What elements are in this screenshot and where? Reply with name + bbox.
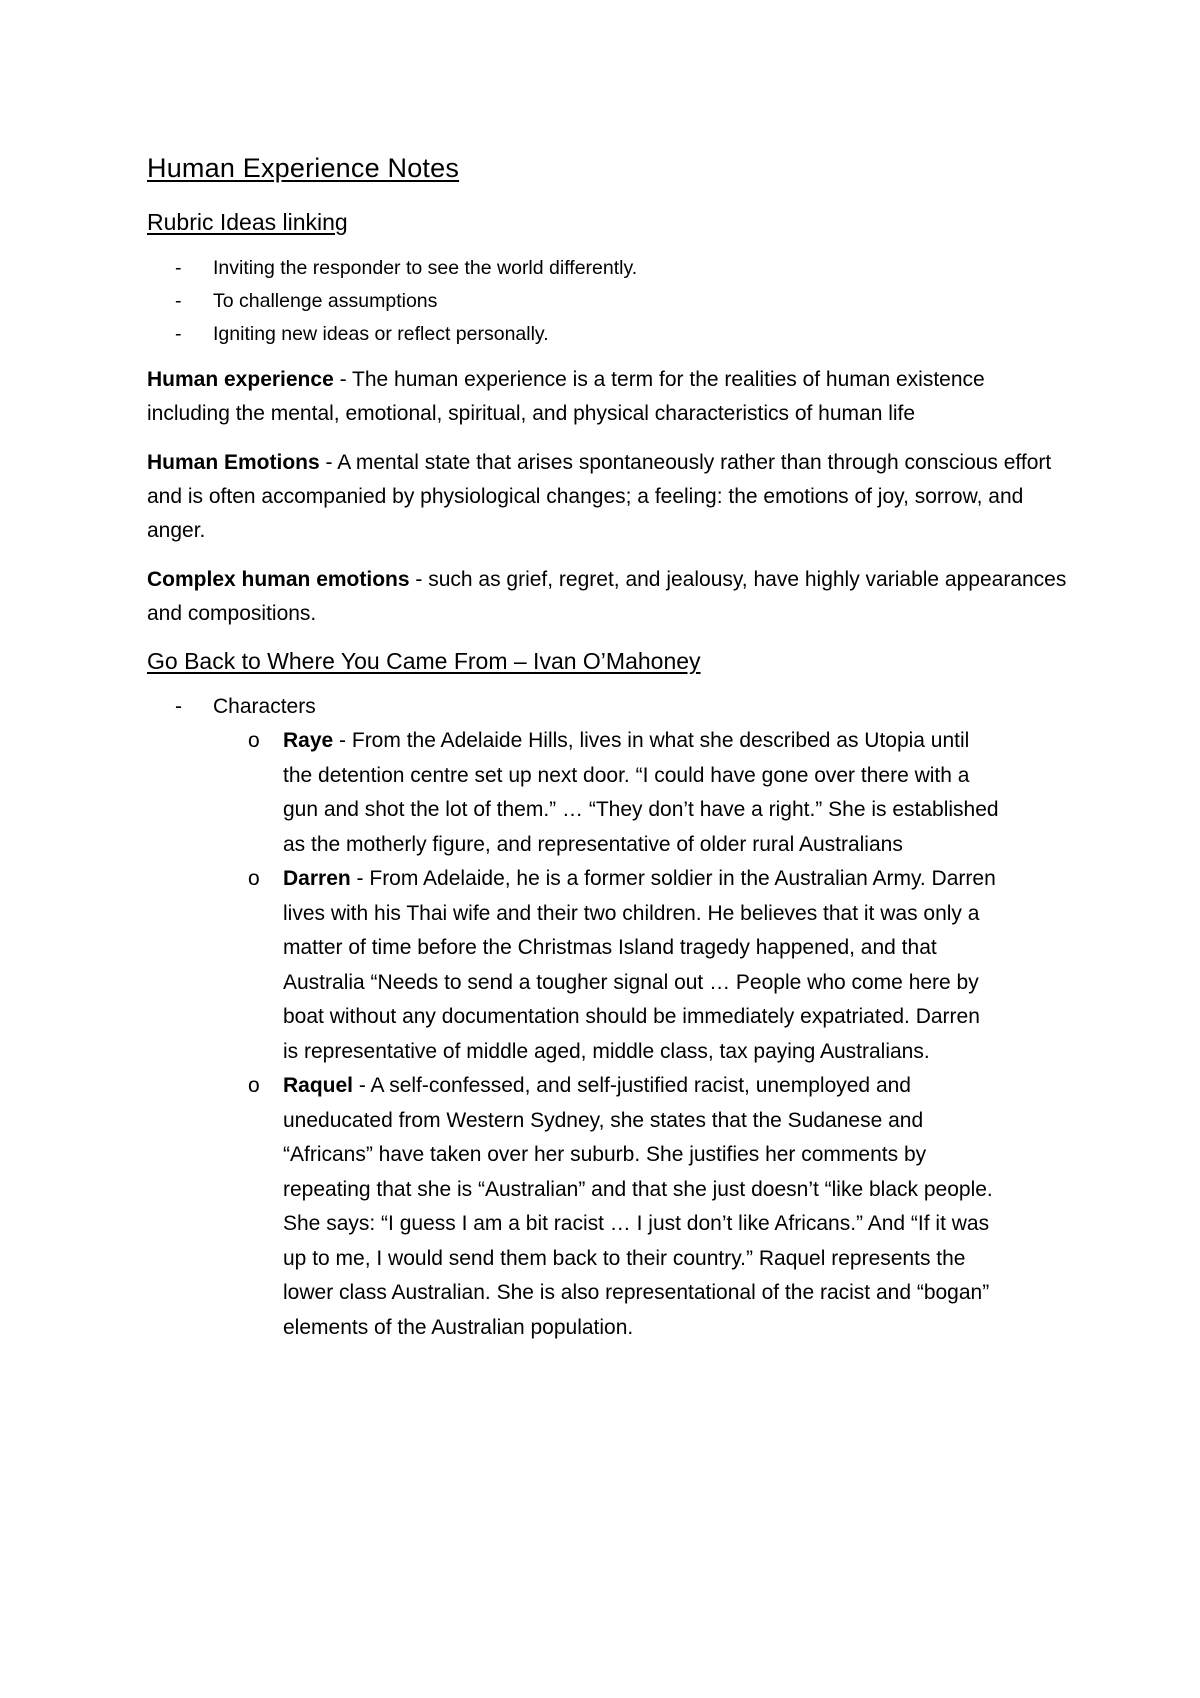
rubric-item-text: Igniting new ideas or reflect personally. (213, 323, 549, 345)
rubric-heading: Rubric Ideas linking (147, 209, 348, 235)
definition-human-emotions (147, 446, 1067, 548)
list-item (147, 318, 1067, 351)
character-name: Raye (283, 729, 334, 752)
rubric-item-text: To challenge assumptions (213, 290, 438, 312)
list-item (147, 690, 1067, 1345)
character-name: Raquel (283, 1074, 354, 1097)
character-sublist (147, 724, 1067, 1345)
character-item-raye (147, 724, 999, 862)
circle-bullet: o (248, 867, 260, 890)
rubric-item-text: Inviting the responder to see the world differently. (213, 257, 638, 279)
definition-text: - A mental state that arises spontaneously rather than through conscious effort and is often accompanied by physiological changes; a feeling: the emotions of joy, sorrow, and anger. (147, 451, 1052, 542)
definition-term: Complex human emotions (147, 568, 410, 591)
dash-bullet: - (175, 257, 182, 279)
character-item-raquel (147, 1069, 999, 1345)
definition-human-experience (147, 363, 1067, 431)
definition-term: Human experience (147, 368, 334, 391)
characters-list (147, 690, 1067, 1345)
circle-bullet: o (248, 729, 260, 752)
definition-term: Human Emotions (147, 451, 320, 474)
page-title: Human Experience Notes (147, 153, 460, 183)
character-item-darren (147, 862, 999, 1069)
section-heading: Go Back to Where You Came From – Ivan O’Mahoney (147, 648, 701, 674)
document-content (147, 150, 1067, 1345)
dash-bullet: - (175, 323, 182, 345)
definition-text: - such as grief, regret, and jealousy, have highly variable appearances and compositions. (147, 568, 1067, 625)
definition-complex-emotions (147, 563, 1067, 631)
character-description: - From Adelaide, he is a former soldier in the Australian Army. Darren lives with his Thai wife and their two children. He believes that it was only a matter of time before the Christmas Island tragedy happened, and that Australia “Needs to send a tougher signal out … People who come here by boat without any documentation should be immediately expatriated. Darren is representative of middle aged, middle class, tax paying Australians. (283, 867, 996, 1063)
rubric-list (147, 252, 1067, 351)
list-item (147, 285, 1067, 318)
character-description: - From the Adelaide Hills, lives in what she described as Utopia until the detention centre set up next door. “I could have gone over there with a gun and shot the lot of them.” … “They don’t have a right.” She is established as the motherly figure, and representative of older rural Australians (283, 729, 999, 856)
character-name: Darren (283, 867, 351, 890)
characters-label: Characters (213, 695, 316, 718)
circle-bullet: o (248, 1074, 260, 1097)
definition-text: - The human experience is a term for the realities of human existence including the mental, emotional, spiritual, and physical characteristics of human life (147, 368, 985, 425)
dash-bullet: - (175, 290, 182, 312)
dash-bullet: - (175, 695, 182, 718)
character-description: - A self-confessed, and self-justified racist, unemployed and uneducated from Western Sydney, she states that the Sudanese and “Africans” have taken over her suburb. She justifies her comments by repeating that she is “Australian” and that she just doesn’t “like black people. She says: “I guess I am a bit racist … I just don’t like Africans.” And “If it was up to me, I would send them back to their country.” Raquel represents the lower class Australian. She is also representational of the racist and “bogan” elements of the Australian population. (283, 1074, 993, 1339)
list-item (147, 252, 1067, 285)
